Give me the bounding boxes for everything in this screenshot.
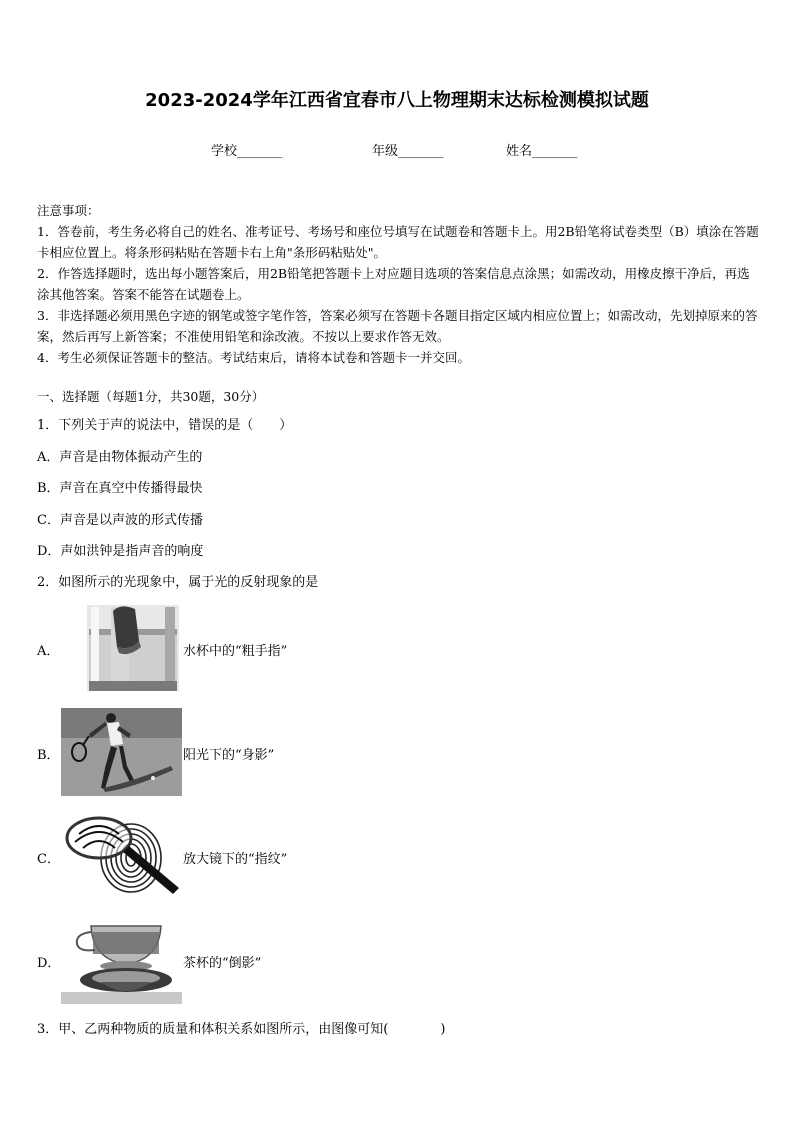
teacup-reflection-image [61,916,182,1004]
grade-field[interactable]: 年级_______ [372,144,444,159]
question-1-stem: 1．下列关于声的说法中，错误的是（ ） [37,418,293,433]
notice-item-2: 2．作答选择题时，选出每小题答案后，用2B铅笔把答题卡上对应题目选项的答案信息点涂黑；如需改动，用橡皮擦干净后，再选涂其他答案。答案不能答在试题卷上。 [37,266,750,302]
page-title: 2023-2024学年江西省宜春市八上物理期末达标检测模拟试题 [145,90,649,111]
question-2-stem: 2．如图所示的光现象中，属于光的反射现象的是 [37,575,319,590]
glass-of-water-finger-image [61,603,182,691]
question-2-option-b-text: 阳光下的“身影” [183,748,275,763]
question-3-stem: 3．甲、乙两种物质的质量和体积关系如图所示，由图像可知( ) [37,1022,446,1037]
question-2-option-d-label: D． [37,956,61,971]
school-field[interactable]: 学校_______ [211,144,283,159]
question-1-option-d: D．声如洪钟是指声音的响度 [37,544,204,559]
name-field[interactable]: 姓名_______ [506,144,578,159]
question-1-option-a: A．声音是由物体振动产生的 [37,450,203,465]
section-title: 一、选择题（每题1分，共30题，30分） [37,389,265,404]
notice-list [37,221,759,368]
question-1-option-c: C．声音是以声波的形式传播 [37,513,203,528]
notice-item-4: 4．考生必须保证答题卡的整洁。考试结束后，请将本试卷和答题卡一并交回。 [37,350,470,365]
question-2-option-b-label: B． [37,748,60,763]
question-1-option-b: B．声音在真空中传播得最快 [37,481,203,496]
tennis-player-shadow-image [61,708,182,796]
notice-item-1: 1．答卷前，考生务必将自己的姓名、准考证号、考场号和座位号填写在试题卷和答题卡上。用2B铅笔将试卷类型（B）填涂在答题卡相应位置上。将条形码粘贴在答题卡右上角"条形码粘贴处"。 [37,224,759,260]
question-2-option-a-text: 水杯中的“粗手指” [183,644,288,659]
notice-item-3: 3．非选择题必须用黑色字迹的钢笔或签字笔作答，答案必须写在答题卡各题目指定区域内相应位置上；如需改动，先划掉原来的答案，然后再写上新答案；不准使用铅笔和涂改液。不按以上要求作答无效。 [37,308,758,344]
question-2-option-a-label: A． [37,644,60,659]
question-2-option-d-text: 茶杯的“倒影” [183,956,262,971]
question-2-option-c-text: 放大镜下的“指纹” [183,852,288,867]
notice-heading: 注意事项： [37,203,100,218]
question-2-option-c-label: C． [37,852,60,867]
magnifier-fingerprint-image [61,812,182,900]
